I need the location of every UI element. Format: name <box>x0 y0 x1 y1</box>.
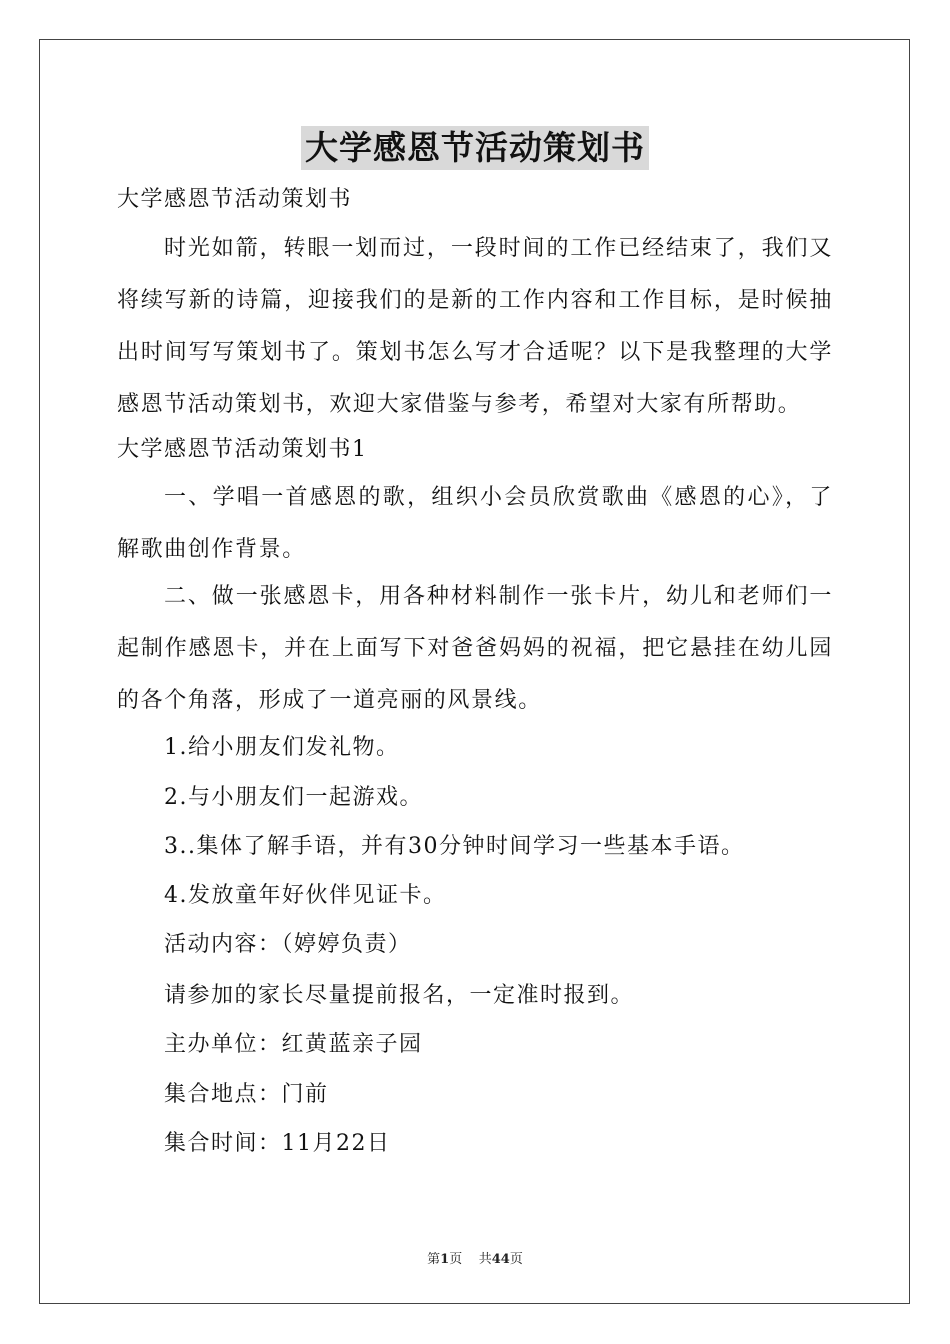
document-subtitle: 大学感恩节活动策划书 <box>117 187 353 212</box>
list-item: 1.给小朋友们发礼物。 <box>164 735 400 760</box>
page-number: 1 <box>440 1252 450 1267</box>
page-footer <box>0 1248 950 1267</box>
page-label-prefix: 第 <box>427 1252 441 1267</box>
page-label-suffix: 页 <box>449 1252 463 1267</box>
list-item: 集合时间：11月22日 <box>164 1131 391 1156</box>
document-title: 大学感恩节活动策划书 <box>301 126 649 170</box>
paragraph-two: 二、做一张感恩卡，用各种材料制作一张卡片，幼儿和老师们一起制作感恩卡，并在上面写下对爸爸妈妈的祝福，把它悬挂在幼儿园的各个角落，形成了一道亮丽的风景线。 <box>117 584 833 713</box>
document-title-wrapper <box>0 126 950 176</box>
list-item: 活动内容：（婷婷负责） <box>164 932 412 957</box>
list-item: 请参加的家长尽量提前报名，一定准时报到。 <box>164 983 635 1008</box>
list-item: 主办单位：红黄蓝亲子园 <box>164 1032 423 1057</box>
total-pages: 44 <box>491 1252 510 1267</box>
section-heading: 大学感恩节活动策划书1 <box>117 437 368 462</box>
intro-paragraph: 时光如箭，转眼一划而过，一段时间的工作已经结束了，我们又将续写新的诗篇，迎接我们的是新的工作内容和工作目标，是时候抽出时间写写策划书了。策划书怎么写才合适呢？以下是我整理的大学感恩节活动策划书，欢迎大家借鉴与参考，希望对大家有所帮助。 <box>117 236 833 417</box>
list-item: 2.与小朋友们一起游戏。 <box>164 785 423 810</box>
paragraph-one: 一、学唱一首感恩的歌，组织小会员欣赏歌曲《感恩的心》，了解歌曲创作背景。 <box>117 485 833 562</box>
list-item: 3..集体了解手语，并有30分钟时间学习一些基本手语。 <box>164 834 745 859</box>
list-item: 4.发放童年好伙伴见证卡。 <box>164 883 447 908</box>
total-label-prefix: 共 <box>478 1252 492 1267</box>
list-item: 集合地点：门前 <box>164 1082 329 1107</box>
total-label-suffix: 页 <box>509 1252 523 1267</box>
